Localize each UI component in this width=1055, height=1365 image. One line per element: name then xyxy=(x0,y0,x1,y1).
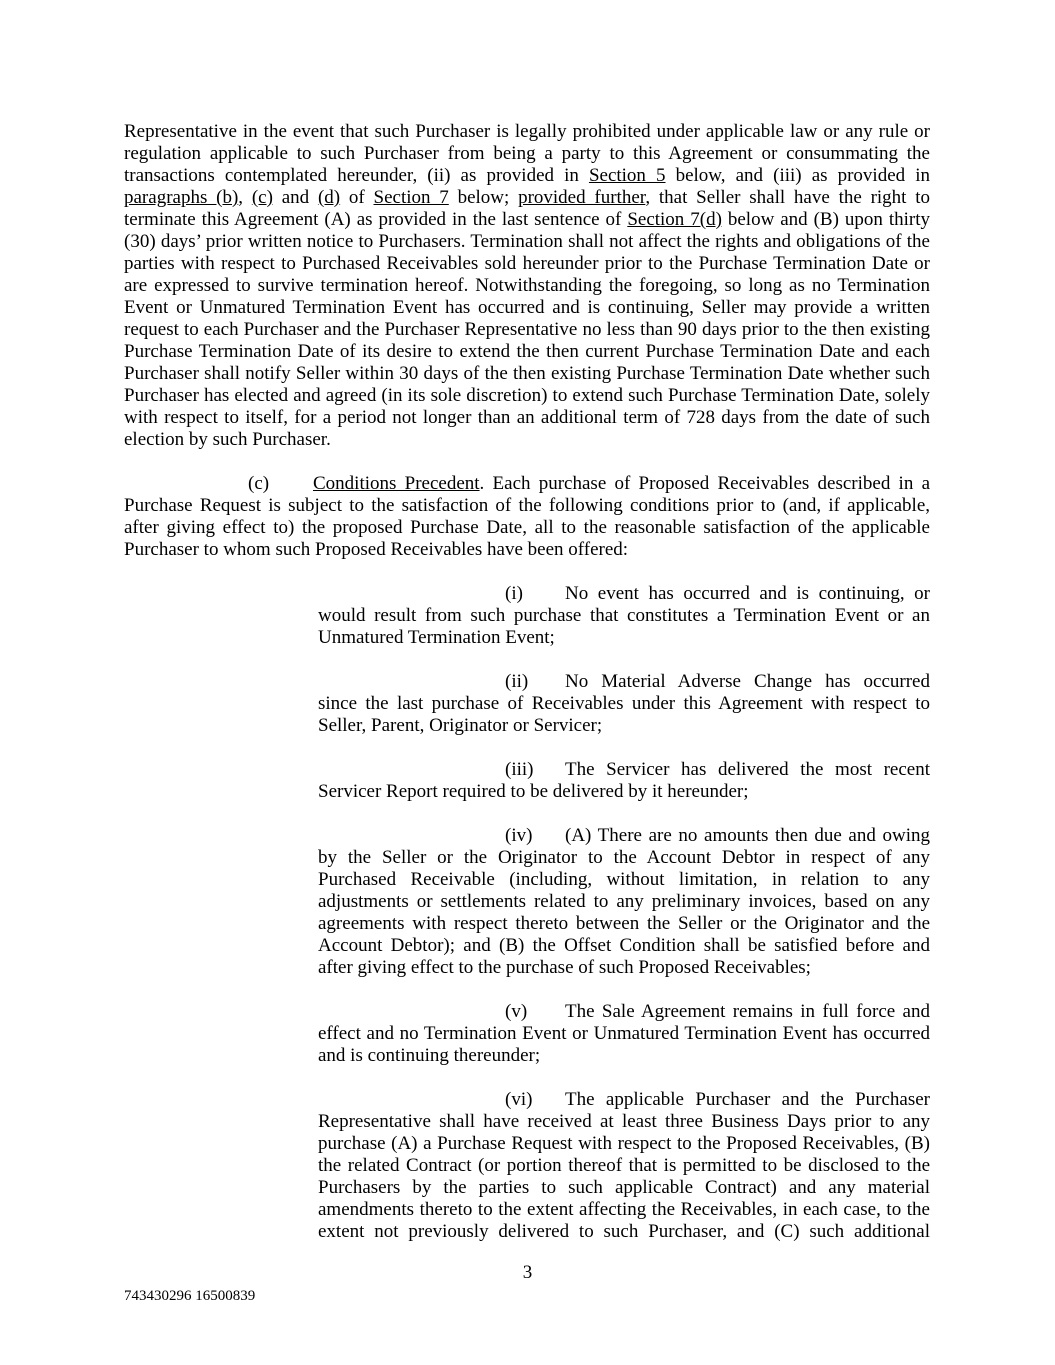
paragraph-termination-continuation xyxy=(124,121,930,451)
provided-further-phrase: provided further xyxy=(518,187,646,208)
section-7d-reference: Section 7(d) xyxy=(627,209,722,230)
item-number: (i) xyxy=(505,583,523,604)
condition-item-ii xyxy=(318,671,930,737)
item-text: No Material Adverse Change has occurred since the last purchase of Receivables under this Agreement with respect to Seller, Parent, Originator or Servicer; xyxy=(318,671,930,736)
body-text: of xyxy=(340,187,374,208)
condition-item-iv xyxy=(318,825,930,979)
body-text: , xyxy=(238,187,252,208)
paragraph-conditions-precedent xyxy=(124,473,930,561)
conditions-precedent-heading: Conditions Precedent xyxy=(313,473,480,494)
item-number: (v) xyxy=(505,1001,528,1022)
clause-label: (c) xyxy=(248,473,270,494)
section-5-reference: Section 5 xyxy=(588,165,666,186)
condition-item-iii xyxy=(318,759,930,803)
item-number: (iv) xyxy=(505,825,533,846)
page-number: 3 xyxy=(522,1262,533,1283)
document-id-stamp: 743430296 16500839 xyxy=(124,1288,256,1304)
item-text: No event has occurred and is continuing, or would result from such purchase that constitutes a Termination Event or an Unmatured Termination Event; xyxy=(318,583,930,648)
body-text: below; xyxy=(448,187,519,208)
document-body xyxy=(124,121,930,1243)
item-text: The applicable Purchaser and the Purchaser Representative shall have received at least three Business Days prior to any purchase (A) a Purchase Request with respect to the Proposed Receivables, (B) the related Contract (or portion thereof that is permitted to be disclosed to the Purchasers by the parties to such applicable Contract) and any material amendments thereto to the extent affecting the Receivables, in each case, to the extent not previously delivered to such Purchaser, and (C) such additional xyxy=(318,1089,930,1242)
paragraph-d-reference: (d) xyxy=(317,187,341,208)
condition-item-i xyxy=(318,583,930,649)
body-text: , that Seller shall have the right to terminate this Agreement (A) as provided in the last sentence of xyxy=(124,187,931,230)
item-number: (vi) xyxy=(505,1089,533,1110)
condition-item-v xyxy=(318,1001,930,1067)
body-text: Representative in the event that such Purchaser is legally prohibited under applicable law or any rule or regulation applicable to such Purchaser from being a party to this Agreement or consummating the transactions contemplated hereunder, (ii) as provided in xyxy=(124,121,930,186)
section-7-reference: Section 7 xyxy=(373,187,449,208)
item-number: (ii) xyxy=(505,671,529,692)
item-number: (iii) xyxy=(505,759,534,780)
item-text: (A) There are no amounts then due and owing by the Seller or the Originator to the Account Debtor in respect of any Purchased Receivable (including, without limitation, in relation to any adjustments or settlements related to any preliminary invoices, based on any agreements with respect thereto between the Seller or the Originator and the Account Debtor); and (B) the Offset Condition shall be satisfied before and after giving effect to the purchase of such Proposed Receivables; xyxy=(318,825,930,978)
body-text: . Each purchase of Proposed Receivables described in a Purchase Request is subject to the satisfaction of the following conditions prior to (and, if applicable, after giving effect to) the proposed Purchase Date, all to the reasonable satisfaction of the applicable Purchaser to whom such Proposed Receivables have been offered: xyxy=(124,473,931,560)
paragraph-b-reference: paragraphs (b) xyxy=(124,187,239,208)
condition-item-vi xyxy=(318,1089,930,1243)
body-text: below and (B) upon thirty (30) days’ prior written notice to Purchasers. Termination shall not affect the rights and obligations of the parties with respect to Purchased Receivables sold hereunder prior to the Purchase Termination Date or are expressed to survive termination hereof. Notwithstanding the foregoing, so long as no Termination Event or Unmatured Termination Event has occurred and is continuing, Seller may provide a written request to each Purchaser and the Purchaser Representative no less than 90 days prior to the then existing Purchase Termination Date of its desire to extend the then current Purchase Termination Date and each Purchaser shall notify Seller within 30 days of the then existing Purchase Termination Date whether such Purchaser has elected and agreed (in its sole discretion) to extend such Purchase Termination Date, solely with respect to itself, for a period not longer than an additional term of 728 days from the date of such election by such Purchaser. xyxy=(124,209,930,450)
item-text: The Sale Agreement remains in full force and effect and no Termination Event or Unmatured Termination Event has occurred and is continuing thereunder; xyxy=(318,1001,930,1066)
body-text: and xyxy=(272,187,318,208)
item-text: The Servicer has delivered the most recent Servicer Report required to be delivered by it hereunder; xyxy=(318,759,930,802)
body-text: below, and (iii) as provided in xyxy=(665,165,930,186)
paragraph-c-reference: (c) xyxy=(251,187,273,208)
